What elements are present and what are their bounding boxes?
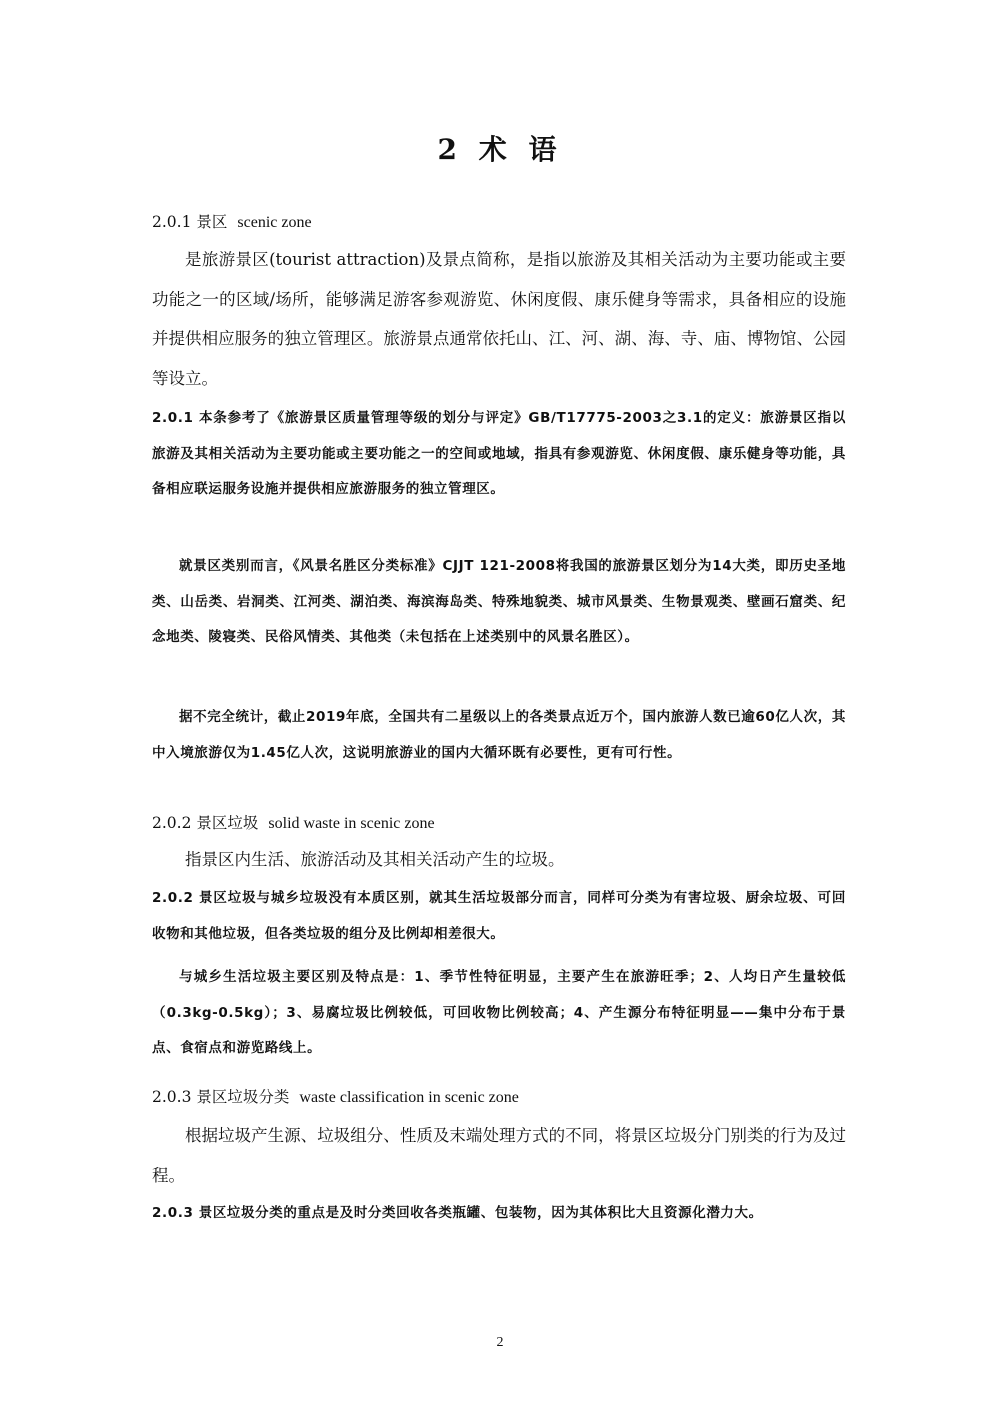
term-name: 景区 — [196, 213, 228, 231]
term-number: 2.0.1 — [152, 213, 192, 231]
term-note-2-0-1-b: 就景区类别而言，《风景名胜区分类标准》CJJT 121-2008将我国的旅游景区划分为14大类，即历史圣地类、山岳类、岩洞类、江河类、湖泊类、海滨海岛类、特殊地貌类、城市风景类、生物景观类、壁画石窟类、纪念地类、陵寝类、民俗风情类、其他类（未包括在上述类别中的风景名胜区）。 — [152, 558, 846, 645]
term-note-2-0-1-a: 2.0.1 本条参考了《旅游景区质量管理等级的划分与评定》GB/T17775-2003之3.1的定义：旅游景区指以旅游及其相关活动为主要功能或主要功能之一的空间或地域，指具有参观游览、休闲度假、康乐健身等功能，具备相应联运服务设施并提供相应旅游服务的独立管理区。 — [152, 410, 846, 497]
term-note-2-0-2-a: 2.0.2 景区垃圾与城乡垃圾没有本质区别，就其生活垃圾部分而言，同样可分类为有害垃圾、厨余垃圾、可回收物和其他垃圾，但各类垃圾的组分及比例却相差很大。 — [152, 890, 846, 942]
term-note-2-0-3-a: 2.0.3 景区垃圾分类的重点是及时分类回收各类瓶罐、包装物，因为其体积比大且资源化潜力大。 — [152, 1205, 763, 1221]
term-note-2-0-2-b: 与城乡生活垃圾主要区别及特点是：1、季节性特征明显，主要产生在旅游旺季；2、人均日产生量较低（0.3kg-0.5kg）；3、易腐垃圾比例较低，可回收物比例较高；4、产生源分布特征明显——集中分布于景点、食宿点和游览路线上。 — [152, 969, 846, 1056]
page-number: 2 — [496, 1335, 504, 1350]
term-english: solid waste in scenic zone — [268, 815, 435, 832]
term-heading-2-0-3 — [152, 1087, 846, 1108]
term-name: 景区垃圾分类 — [196, 1088, 290, 1106]
term-english: scenic zone — [237, 214, 312, 231]
term-definition-2-0-2: 指景区内生活、旅游活动及其相关活动产生的垃圾。 — [185, 850, 565, 869]
term-name: 景区垃圾 — [196, 814, 259, 832]
term-note-2-0-1-c: 据不完全统计，截止2019年底，全国共有二星级以上的各类景点近万个，国内旅游人数已逾60亿人次，其中入境旅游仅为1.45亿人次，这说明旅游业的国内大循环既有必要性，更有可行性。 — [152, 709, 846, 761]
page-title: 2 术 语 — [437, 133, 563, 166]
term-number: 2.0.2 — [152, 814, 192, 832]
term-definition-2-0-1: 是旅游景区(tourist attraction)及景点简称，是指以旅游及其相关活动为主要功能或主要功能之一的区域/场所，能够满足游客参观游览、休闲度假、康乐健身等需求，具备相应的设施并提供相应服务的独立管理区。旅游景点通常依托山、江、河、湖、海、寺、庙、博物馆、公园等设立。 — [152, 250, 846, 388]
term-number: 2.0.3 — [152, 1088, 192, 1106]
term-english: waste classification in scenic zone — [299, 1089, 519, 1106]
term-heading-2-0-1 — [152, 212, 846, 233]
term-heading-2-0-2 — [152, 813, 846, 834]
term-definition-2-0-3: 根据垃圾产生源、垃圾组分、性质及末端处理方式的不同，将景区垃圾分门别类的行为及过程。 — [152, 1126, 846, 1185]
